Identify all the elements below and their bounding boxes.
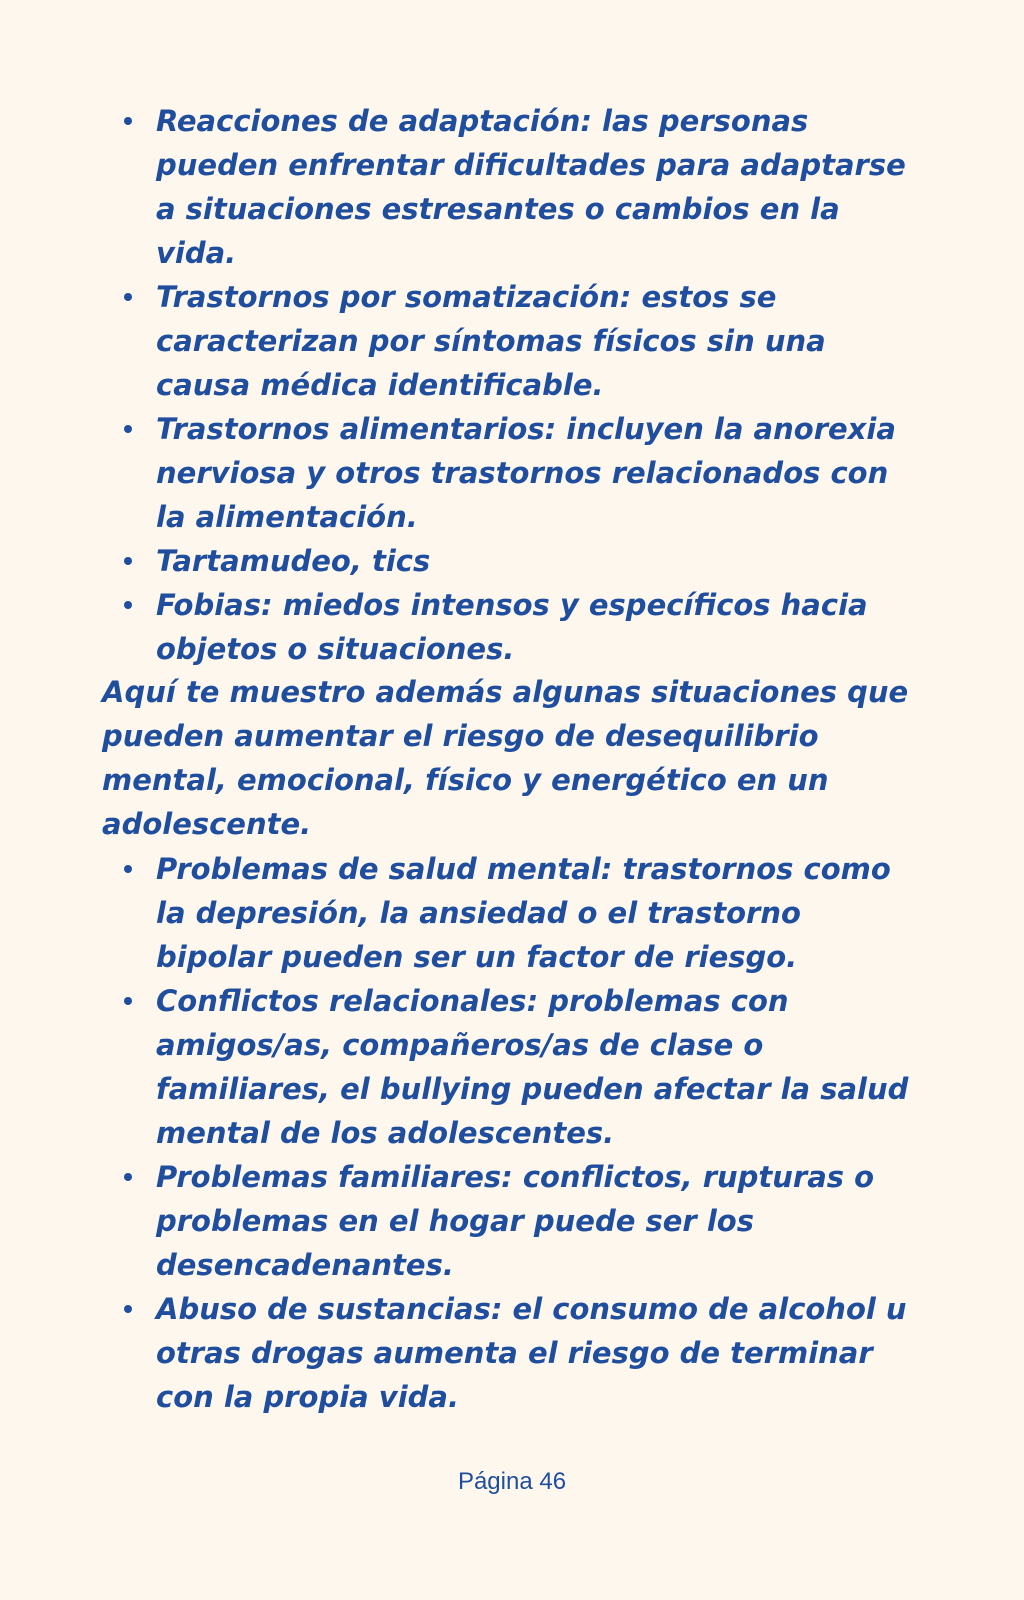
list-item — [0, 979, 1024, 1155]
list-item-text: Abuso de sustancias: el consumo de alcohol u otras drogas aumenta el riesgo de terminar con la propia vida. — [156, 1292, 907, 1414]
list-item — [0, 583, 1024, 671]
list-item — [0, 99, 1024, 275]
list-item — [0, 275, 1024, 407]
intro-paragraph: Aquí te muestro además algunas situaciones que pueden aumentar el riesgo de desequilibrio mental, emocional, físico y energético en un adolescente. — [102, 675, 909, 841]
list-item — [0, 407, 1024, 539]
list-item-text: Fobias: miedos intensos y específicos hacia objetos o situaciones. — [156, 588, 868, 666]
list-item — [0, 1287, 1024, 1419]
list-item — [0, 1155, 1024, 1287]
list-item-text: Tartamudeo, tics — [156, 544, 431, 578]
list-item-text: Conflictos relacionales: problemas con amigos/as, compañeros/as de clase o familiares, el bullying pueden afectar la salud mental de los adolescentes. — [156, 984, 909, 1150]
list-item-text: Trastornos alimentarios: incluyen la anorexia nerviosa y otros trastornos relacionados con la alimentación. — [156, 412, 896, 534]
list-item — [0, 847, 1024, 979]
list-item — [0, 539, 1024, 583]
list-item-text: Problemas de salud mental: trastornos como la depresión, la ansiedad o el trastorno bipolar pueden ser un factor de riesgo. — [156, 852, 891, 974]
risk-list — [0, 847, 1024, 1419]
list-item-text: Problemas familiares: conflictos, rupturas o problemas en el hogar puede ser los desencadenantes. — [156, 1160, 875, 1282]
condition-list — [0, 99, 1024, 671]
list-item-text: Reacciones de adaptación: las personas pueden enfrentar dificultades para adaptarse a situaciones estresantes o cambios en la vida. — [156, 104, 906, 270]
list-item-text: Trastornos por somatización: estos se caracterizan por síntomas físicos sin una causa médica identificable. — [156, 280, 826, 402]
page-number: Página 46 — [457, 1468, 567, 1495]
